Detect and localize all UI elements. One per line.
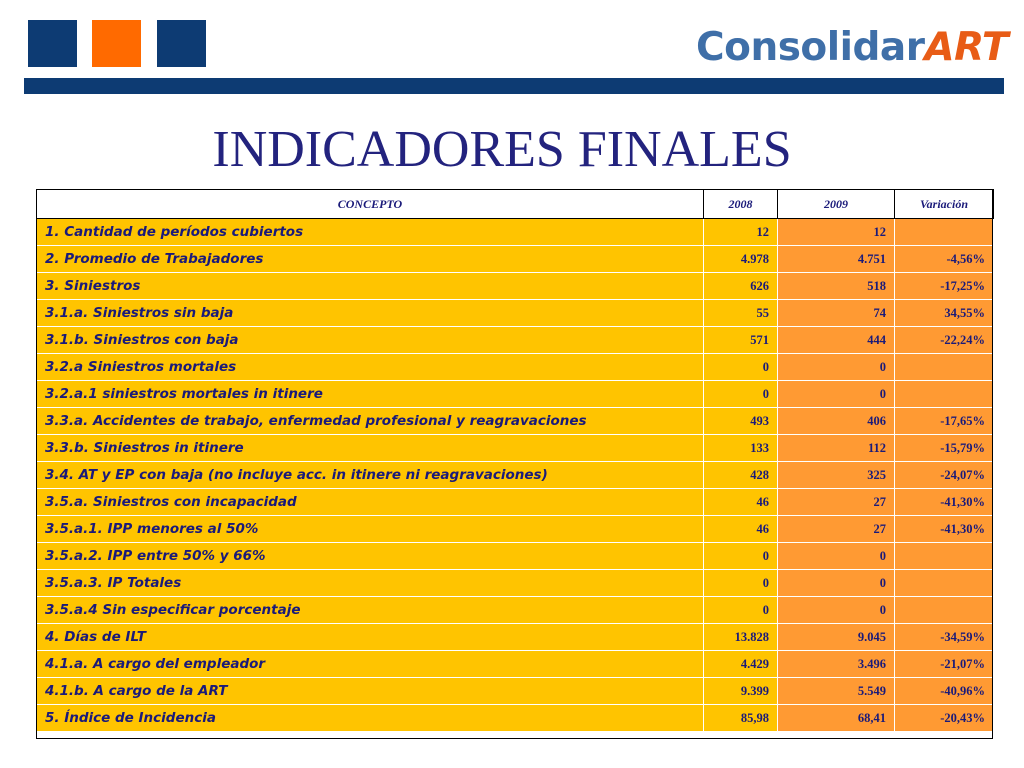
table-row xyxy=(37,543,994,570)
concept-cell: 3.5.a.3. IP Totales xyxy=(37,570,704,597)
table-row xyxy=(37,597,994,624)
table-row xyxy=(37,327,994,354)
concept-cell: 3.3.a. Accidentes de trabajo, enfermedad profesional y reagravaciones xyxy=(37,408,704,435)
variation-cell: -17,65% xyxy=(895,408,994,435)
table-row xyxy=(37,246,994,273)
value-2009-cell: 0 xyxy=(778,597,895,624)
variation-cell xyxy=(895,570,994,597)
value-2008-cell: 46 xyxy=(704,489,778,516)
table-row xyxy=(37,516,994,543)
concept-cell: 3.4. AT y EP con baja (no incluye acc. in itinere ni reagravaciones) xyxy=(37,462,704,489)
value-2008-cell: 13.828 xyxy=(704,624,778,651)
value-2009-cell: 27 xyxy=(778,489,895,516)
value-2008-cell: 55 xyxy=(704,300,778,327)
table-row xyxy=(37,489,994,516)
value-2009-cell: 27 xyxy=(778,516,895,543)
value-2008-cell: 0 xyxy=(704,354,778,381)
table-row xyxy=(37,354,994,381)
variation-cell: -41,30% xyxy=(895,489,994,516)
page-title: INDICADORES FINALES xyxy=(212,121,792,178)
concept-cell: 4.1.a. A cargo del empleador xyxy=(37,651,704,678)
table-row xyxy=(37,300,994,327)
concept-cell: 3.2.a.1 siniestros mortales in itinere xyxy=(37,381,704,408)
value-2009-cell: 0 xyxy=(778,381,895,408)
value-2008-cell: 493 xyxy=(704,408,778,435)
value-2009-cell: 9.045 xyxy=(778,624,895,651)
concept-cell: 3.5.a.1. IPP menores al 50% xyxy=(37,516,704,543)
value-2009-cell: 4.751 xyxy=(778,246,895,273)
variation-cell xyxy=(895,381,994,408)
variation-cell xyxy=(895,219,994,246)
table-row xyxy=(37,570,994,597)
concept-cell: 3.2.a Siniestros mortales xyxy=(37,354,704,381)
value-2009-cell: 0 xyxy=(778,354,895,381)
concept-cell: 3.3.b. Siniestros in itinere xyxy=(37,435,704,462)
variation-cell: -4,56% xyxy=(895,246,994,273)
concept-cell: 4. Días de ILT xyxy=(37,624,704,651)
variation-cell xyxy=(895,543,994,570)
variation-cell: -22,24% xyxy=(895,327,994,354)
variation-cell: 34,55% xyxy=(895,300,994,327)
value-2009-cell: 325 xyxy=(778,462,895,489)
concept-cell: 3. Siniestros xyxy=(37,273,704,300)
concept-cell: 3.5.a.4 Sin especificar porcentaje xyxy=(37,597,704,624)
logo-text-art: ART xyxy=(924,25,1008,70)
value-2009-cell: 444 xyxy=(778,327,895,354)
table-row xyxy=(37,408,994,435)
concept-cell: 4.1.b. A cargo de la ART xyxy=(37,678,704,705)
value-2008-cell: 0 xyxy=(704,381,778,408)
value-2009-cell: 5.549 xyxy=(778,678,895,705)
value-2008-cell: 9.399 xyxy=(704,678,778,705)
value-2009-cell: 0 xyxy=(778,570,895,597)
value-2008-cell: 4.978 xyxy=(704,246,778,273)
variation-cell: -41,30% xyxy=(895,516,994,543)
consolidar-art-logo xyxy=(696,24,1008,72)
value-2009-cell: 0 xyxy=(778,543,895,570)
value-2009-cell: 406 xyxy=(778,408,895,435)
value-2009-cell: 74 xyxy=(778,300,895,327)
value-2008-cell: 0 xyxy=(704,543,778,570)
value-2008-cell: 133 xyxy=(704,435,778,462)
table-row xyxy=(37,273,994,300)
concept-cell: 3.1.a. Siniestros sin baja xyxy=(37,300,704,327)
value-2009-cell: 3.496 xyxy=(778,651,895,678)
header-2009: 2009 xyxy=(778,190,895,219)
indicators-table xyxy=(36,189,994,732)
value-2008-cell: 0 xyxy=(704,597,778,624)
value-2009-cell: 112 xyxy=(778,435,895,462)
table-row xyxy=(37,435,994,462)
header-2008: 2008 xyxy=(704,190,778,219)
value-2009-cell: 518 xyxy=(778,273,895,300)
concept-cell: 5. Índice de Incidencia xyxy=(37,705,704,732)
variation-cell: -15,79% xyxy=(895,435,994,462)
variation-cell xyxy=(895,354,994,381)
table-header-row xyxy=(37,190,994,219)
decorative-navy-square-2 xyxy=(157,20,206,67)
value-2008-cell: 46 xyxy=(704,516,778,543)
value-2009-cell: 68,41 xyxy=(778,705,895,732)
table-row xyxy=(37,678,994,705)
variation-cell: -34,59% xyxy=(895,624,994,651)
header-variation: Variación xyxy=(895,190,994,219)
table-row xyxy=(37,219,994,246)
table-row xyxy=(37,705,994,732)
value-2008-cell: 0 xyxy=(704,570,778,597)
header-concept: CONCEPTO xyxy=(37,190,704,219)
variation-cell: -24,07% xyxy=(895,462,994,489)
value-2008-cell: 85,98 xyxy=(704,705,778,732)
decorative-orange-square xyxy=(92,20,141,67)
table-row xyxy=(37,624,994,651)
concept-cell: 2. Promedio de Trabajadores xyxy=(37,246,704,273)
variation-cell: -17,25% xyxy=(895,273,994,300)
decorative-navy-square-1 xyxy=(28,20,77,67)
value-2008-cell: 12 xyxy=(704,219,778,246)
variation-cell: -20,43% xyxy=(895,705,994,732)
concept-cell: 1. Cantidad de períodos cubiertos xyxy=(37,219,704,246)
variation-cell xyxy=(895,597,994,624)
concept-cell: 3.5.a.2. IPP entre 50% y 66% xyxy=(37,543,704,570)
logo-text-consolidar: Consolidar xyxy=(696,25,925,70)
table-row xyxy=(37,462,994,489)
value-2008-cell: 626 xyxy=(704,273,778,300)
concept-cell: 3.1.b. Siniestros con baja xyxy=(37,327,704,354)
table-row xyxy=(37,651,994,678)
header-bar xyxy=(24,78,1004,94)
variation-cell: -40,96% xyxy=(895,678,994,705)
value-2008-cell: 4.429 xyxy=(704,651,778,678)
variation-cell: -21,07% xyxy=(895,651,994,678)
value-2008-cell: 428 xyxy=(704,462,778,489)
value-2008-cell: 571 xyxy=(704,327,778,354)
concept-cell: 3.5.a. Siniestros con incapacidad xyxy=(37,489,704,516)
value-2009-cell: 12 xyxy=(778,219,895,246)
table-row xyxy=(37,381,994,408)
